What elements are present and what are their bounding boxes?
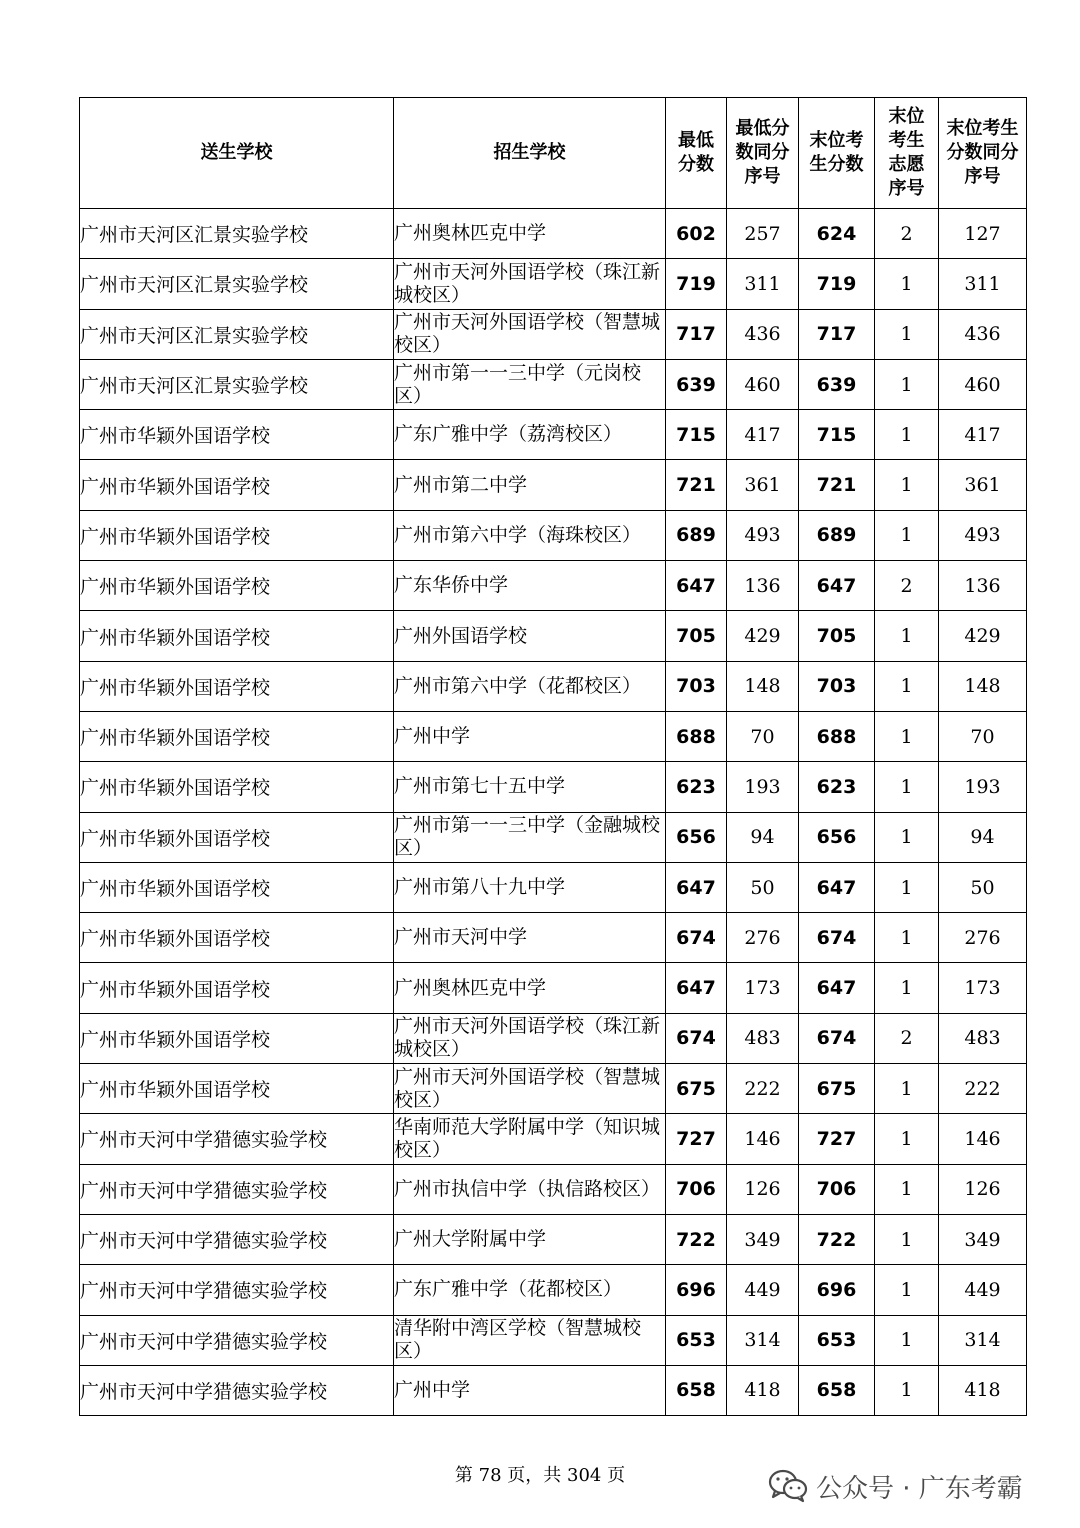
- table-row: [80, 1265, 1027, 1315]
- cell-last-score-rank: 50: [939, 862, 1027, 912]
- cell-min-score: 705: [666, 611, 727, 661]
- cell-last-score: 674: [799, 1013, 875, 1063]
- header-min-score-rank: 最低分数同分序号: [727, 98, 799, 209]
- table-row: [80, 611, 1027, 661]
- table-row: [80, 359, 1027, 409]
- cell-min-score: 706: [666, 1164, 727, 1214]
- cell-min-score-rank: 136: [727, 561, 799, 611]
- table-row: [80, 1164, 1027, 1214]
- cell-last-score-rank: 436: [939, 309, 1027, 359]
- cell-last-score-rank: 148: [939, 661, 1027, 711]
- cell-admitting-school: 广州奥林匹克中学: [394, 963, 666, 1013]
- cell-min-score: 703: [666, 661, 727, 711]
- cell-min-score-rank: 148: [727, 661, 799, 711]
- watermark: [768, 1466, 1023, 1506]
- cell-min-score-rank: 349: [727, 1214, 799, 1264]
- cell-last-choice-no: 1: [875, 1064, 939, 1114]
- cell-sender-school: 广州市天河区汇景实验学校: [80, 209, 394, 259]
- header-last-score: 末位考生分数: [799, 98, 875, 209]
- cell-last-score-rank: 70: [939, 711, 1027, 761]
- cell-min-score-rank: 429: [727, 611, 799, 661]
- cell-sender-school: 广州市天河中学猎德实验学校: [80, 1214, 394, 1264]
- cell-last-score-rank: 349: [939, 1214, 1027, 1264]
- cell-last-choice-no: 1: [875, 1265, 939, 1315]
- cell-last-choice-no: 1: [875, 661, 939, 711]
- cell-min-score-rank: 173: [727, 963, 799, 1013]
- cell-admitting-school: 广州市第二中学: [394, 460, 666, 510]
- cell-min-score-rank: 417: [727, 410, 799, 460]
- cell-last-choice-no: 1: [875, 913, 939, 963]
- cell-min-score: 674: [666, 913, 727, 963]
- cell-admitting-school: 华南师范大学附属中学（知识城校区）: [394, 1114, 666, 1164]
- cell-sender-school: 广州市华颖外国语学校: [80, 561, 394, 611]
- cell-last-score: 722: [799, 1214, 875, 1264]
- cell-min-score-rank: 94: [727, 812, 799, 862]
- cell-admitting-school: 广州中学: [394, 1365, 666, 1415]
- cell-sender-school: 广州市华颖外国语学校: [80, 460, 394, 510]
- cell-last-choice-no: 1: [875, 1214, 939, 1264]
- cell-last-score: 623: [799, 762, 875, 812]
- cell-min-score-rank: 222: [727, 1064, 799, 1114]
- table-row: [80, 661, 1027, 711]
- cell-admitting-school: 广州奥林匹克中学: [394, 209, 666, 259]
- table-row: [80, 1114, 1027, 1164]
- cell-last-score-rank: 222: [939, 1064, 1027, 1114]
- admission-table: [79, 97, 1027, 1416]
- table-row: [80, 762, 1027, 812]
- cell-admitting-school: 广州市执信中学（执信路校区）: [394, 1164, 666, 1214]
- table-body: [80, 209, 1027, 1416]
- cell-min-score: 717: [666, 309, 727, 359]
- cell-min-score: 647: [666, 862, 727, 912]
- cell-last-score: 656: [799, 812, 875, 862]
- cell-admitting-school: 清华附中湾区学校（智慧城校区）: [394, 1315, 666, 1365]
- cell-sender-school: 广州市天河中学猎德实验学校: [80, 1114, 394, 1164]
- cell-min-score: 721: [666, 460, 727, 510]
- cell-last-score: 717: [799, 309, 875, 359]
- cell-min-score: 688: [666, 711, 727, 761]
- cell-last-choice-no: 1: [875, 1164, 939, 1214]
- cell-last-score: 675: [799, 1064, 875, 1114]
- table-row: [80, 812, 1027, 862]
- cell-min-score-rank: 314: [727, 1315, 799, 1365]
- cell-admitting-school: 广州市天河中学: [394, 913, 666, 963]
- cell-last-choice-no: 2: [875, 1013, 939, 1063]
- cell-min-score: 623: [666, 762, 727, 812]
- cell-sender-school: 广州市天河中学猎德实验学校: [80, 1265, 394, 1315]
- cell-sender-school: 广州市华颖外国语学校: [80, 661, 394, 711]
- cell-min-score-rank: 126: [727, 1164, 799, 1214]
- cell-last-score-rank: 493: [939, 510, 1027, 560]
- cell-last-score-rank: 146: [939, 1114, 1027, 1164]
- cell-admitting-school: 广州市天河外国语学校（珠江新城校区）: [394, 259, 666, 309]
- cell-last-score: 653: [799, 1315, 875, 1365]
- table-row: [80, 561, 1027, 611]
- cell-min-score: 719: [666, 259, 727, 309]
- cell-last-score-rank: 173: [939, 963, 1027, 1013]
- table-row: [80, 1365, 1027, 1415]
- cell-last-choice-no: 1: [875, 510, 939, 560]
- cell-min-score: 639: [666, 359, 727, 409]
- cell-sender-school: 广州市天河区汇景实验学校: [80, 359, 394, 409]
- cell-sender-school: 广州市华颖外国语学校: [80, 611, 394, 661]
- cell-last-score: 647: [799, 963, 875, 1013]
- cell-last-score: 639: [799, 359, 875, 409]
- table-row: [80, 510, 1027, 560]
- cell-sender-school: 广州市华颖外国语学校: [80, 913, 394, 963]
- cell-last-choice-no: 2: [875, 561, 939, 611]
- cell-sender-school: 广州市天河中学猎德实验学校: [80, 1315, 394, 1365]
- cell-sender-school: 广州市华颖外国语学校: [80, 812, 394, 862]
- cell-sender-school: 广州市华颖外国语学校: [80, 711, 394, 761]
- table-row: [80, 259, 1027, 309]
- cell-last-score-rank: 314: [939, 1315, 1027, 1365]
- cell-last-score-rank: 94: [939, 812, 1027, 862]
- cell-min-score: 675: [666, 1064, 727, 1114]
- cell-admitting-school: 广州中学: [394, 711, 666, 761]
- cell-admitting-school: 广州市第八十九中学: [394, 862, 666, 912]
- cell-admitting-school: 广州市天河外国语学校（智慧城校区）: [394, 309, 666, 359]
- cell-last-score: 719: [799, 259, 875, 309]
- cell-last-choice-no: 1: [875, 359, 939, 409]
- cell-admitting-school: 广州市天河外国语学校（珠江新城校区）: [394, 1013, 666, 1063]
- cell-admitting-school: 广州外国语学校: [394, 611, 666, 661]
- header-min-score: 最低分数: [666, 98, 727, 209]
- cell-sender-school: 广州市华颖外国语学校: [80, 510, 394, 560]
- cell-min-score: 674: [666, 1013, 727, 1063]
- cell-admitting-school: 广州市第六中学（花都校区）: [394, 661, 666, 711]
- cell-last-choice-no: 1: [875, 862, 939, 912]
- cell-last-score: 706: [799, 1164, 875, 1214]
- cell-last-choice-no: 1: [875, 309, 939, 359]
- cell-admitting-school: 广东广雅中学（荔湾校区）: [394, 410, 666, 460]
- cell-last-score: 674: [799, 913, 875, 963]
- cell-min-score: 653: [666, 1315, 727, 1365]
- cell-min-score-rank: 361: [727, 460, 799, 510]
- cell-last-score-rank: 449: [939, 1265, 1027, 1315]
- cell-admitting-school: 广州市天河外国语学校（智慧城校区）: [394, 1064, 666, 1114]
- table-row: [80, 1064, 1027, 1114]
- cell-last-score-rank: 483: [939, 1013, 1027, 1063]
- cell-admitting-school: 广州市第七十五中学: [394, 762, 666, 812]
- cell-last-score-rank: 311: [939, 259, 1027, 309]
- cell-min-score-rank: 193: [727, 762, 799, 812]
- cell-last-score: 715: [799, 410, 875, 460]
- cell-last-score-rank: 418: [939, 1365, 1027, 1415]
- cell-admitting-school: 广州市第六中学（海珠校区）: [394, 510, 666, 560]
- cell-min-score: 715: [666, 410, 727, 460]
- cell-sender-school: 广州市天河中学猎德实验学校: [80, 1164, 394, 1214]
- cell-last-choice-no: 1: [875, 963, 939, 1013]
- cell-min-score-rank: 418: [727, 1365, 799, 1415]
- cell-last-score-rank: 126: [939, 1164, 1027, 1214]
- cell-last-score: 688: [799, 711, 875, 761]
- header-admitting-school: 招生学校: [394, 98, 666, 209]
- cell-min-score: 696: [666, 1265, 727, 1315]
- cell-min-score-rank: 493: [727, 510, 799, 560]
- table-row: [80, 1013, 1027, 1063]
- cell-sender-school: 广州市天河区汇景实验学校: [80, 309, 394, 359]
- cell-last-score: 624: [799, 209, 875, 259]
- cell-last-score-rank: 361: [939, 460, 1027, 510]
- cell-min-score-rank: 483: [727, 1013, 799, 1063]
- cell-min-score-rank: 436: [727, 309, 799, 359]
- header-last-score-rank: 末位考生分数同分序号: [939, 98, 1027, 209]
- cell-last-score: 696: [799, 1265, 875, 1315]
- cell-last-score-rank: 276: [939, 913, 1027, 963]
- header-sender-school: 送生学校: [80, 98, 394, 209]
- cell-sender-school: 广州市华颖外国语学校: [80, 862, 394, 912]
- header-last-choice-no: 末位考生志愿序号: [875, 98, 939, 209]
- cell-sender-school: 广州市天河中学猎德实验学校: [80, 1365, 394, 1415]
- cell-sender-school: 广州市华颖外国语学校: [80, 1013, 394, 1063]
- cell-last-score-rank: 127: [939, 209, 1027, 259]
- cell-last-score-rank: 429: [939, 611, 1027, 661]
- cell-min-score-rank: 460: [727, 359, 799, 409]
- cell-admitting-school: 广东华侨中学: [394, 561, 666, 611]
- cell-last-choice-no: 1: [875, 1315, 939, 1365]
- cell-min-score: 656: [666, 812, 727, 862]
- cell-min-score: 602: [666, 209, 727, 259]
- cell-sender-school: 广州市华颖外国语学校: [80, 410, 394, 460]
- cell-min-score-rank: 311: [727, 259, 799, 309]
- cell-last-score-rank: 136: [939, 561, 1027, 611]
- cell-min-score: 689: [666, 510, 727, 560]
- cell-last-score-rank: 417: [939, 410, 1027, 460]
- cell-last-choice-no: 1: [875, 711, 939, 761]
- cell-admitting-school: 广州大学附属中学: [394, 1214, 666, 1264]
- cell-last-score-rank: 460: [939, 359, 1027, 409]
- cell-last-choice-no: 1: [875, 1114, 939, 1164]
- cell-sender-school: 广州市天河区汇景实验学校: [80, 259, 394, 309]
- cell-last-score: 703: [799, 661, 875, 711]
- cell-sender-school: 广州市华颖外国语学校: [80, 762, 394, 812]
- cell-last-score: 658: [799, 1365, 875, 1415]
- cell-min-score-rank: 70: [727, 711, 799, 761]
- cell-min-score: 658: [666, 1365, 727, 1415]
- cell-admitting-school: 广东广雅中学（花都校区）: [394, 1265, 666, 1315]
- table-row: [80, 913, 1027, 963]
- cell-last-choice-no: 1: [875, 259, 939, 309]
- table-row: [80, 963, 1027, 1013]
- cell-last-score: 705: [799, 611, 875, 661]
- cell-admitting-school: 广州市第一一三中学（金融城校区）: [394, 812, 666, 862]
- table-row: [80, 209, 1027, 259]
- cell-last-score: 647: [799, 561, 875, 611]
- cell-min-score-rank: 257: [727, 209, 799, 259]
- cell-last-choice-no: 1: [875, 611, 939, 661]
- cell-min-score: 722: [666, 1214, 727, 1264]
- cell-last-choice-no: 1: [875, 410, 939, 460]
- table-row: [80, 1315, 1027, 1365]
- cell-min-score: 727: [666, 1114, 727, 1164]
- page-number: 第 78 页，共 304 页: [454, 1465, 626, 1486]
- cell-min-score-rank: 449: [727, 1265, 799, 1315]
- header-row: [80, 98, 1027, 209]
- table-row: [80, 711, 1027, 761]
- table-row: [80, 460, 1027, 510]
- cell-last-score-rank: 193: [939, 762, 1027, 812]
- cell-last-score: 721: [799, 460, 875, 510]
- cell-last-score: 727: [799, 1114, 875, 1164]
- wechat-icon: [768, 1468, 808, 1504]
- cell-sender-school: 广州市华颖外国语学校: [80, 963, 394, 1013]
- table-row: [80, 862, 1027, 912]
- watermark-text: 公众号 · 广东考霸: [816, 1473, 1023, 1504]
- cell-min-score: 647: [666, 963, 727, 1013]
- cell-min-score-rank: 276: [727, 913, 799, 963]
- cell-admitting-school: 广州市第一一三中学（元岗校区）: [394, 359, 666, 409]
- cell-min-score: 647: [666, 561, 727, 611]
- table-row: [80, 1214, 1027, 1264]
- cell-last-score: 647: [799, 862, 875, 912]
- cell-last-choice-no: 1: [875, 1365, 939, 1415]
- cell-last-score: 689: [799, 510, 875, 560]
- table-row: [80, 410, 1027, 460]
- cell-last-choice-no: 2: [875, 209, 939, 259]
- cell-last-choice-no: 1: [875, 460, 939, 510]
- cell-last-choice-no: 1: [875, 812, 939, 862]
- cell-min-score-rank: 146: [727, 1114, 799, 1164]
- cell-last-choice-no: 1: [875, 762, 939, 812]
- cell-min-score-rank: 50: [727, 862, 799, 912]
- table-row: [80, 309, 1027, 359]
- cell-sender-school: 广州市华颖外国语学校: [80, 1064, 394, 1114]
